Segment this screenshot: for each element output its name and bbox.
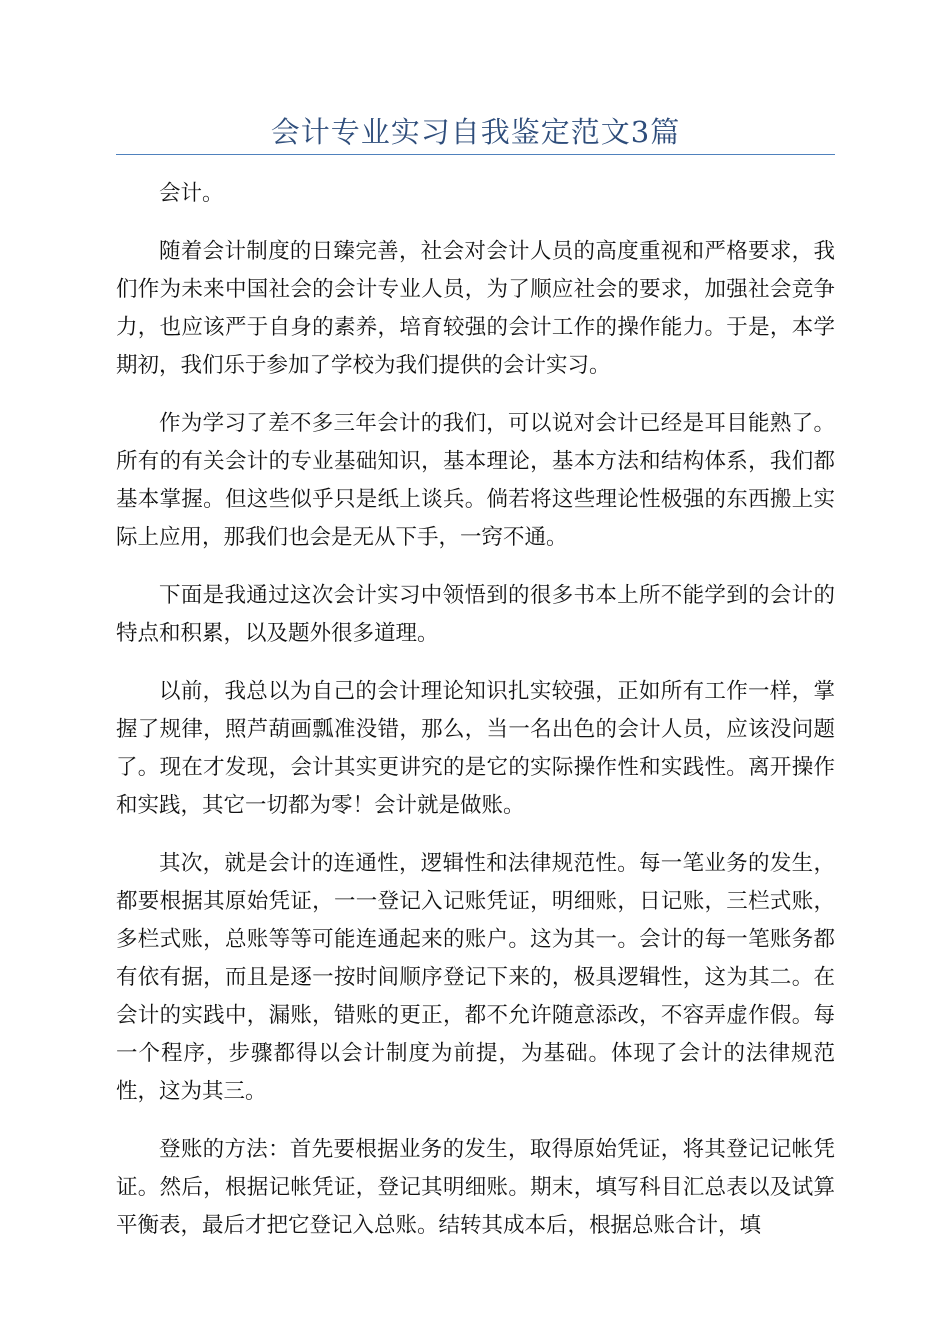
paragraph-2: 随着会计制度的日臻完善，社会对会计人员的高度重视和严格要求，我们作为未来中国社会的会计专业人员，为了顺应社会的要求，加强社会竞争力，也应该严于自身的素养，培育较强的会计工作的操作能力。于是，本学期初，我们乐于参加了学校为我们提供的会计实习。 [116, 239, 835, 378]
paragraph-4: 下面是我通过这次会计实习中领悟到的很多书本上所不能学到的会计的特点和积累，以及题外很多道理。 [116, 583, 835, 646]
paragraph-5: 以前，我总以为自己的会计理论知识扎实较强，正如所有工作一样，掌握了规律，照芦葫画瓢准没错，那么，当一名出色的会计人员，应该没问题了。现在才发现，会计其实更讲究的是它的实际操作性和实践性。离开操作和实践，其它一切都为零！会计就是做账。 [116, 679, 835, 818]
paragraph-1: 会计。 [159, 181, 224, 206]
title-underline [116, 154, 835, 155]
paragraph-6: 其次，就是会计的连通性，逻辑性和法律规范性。每一笔业务的发生，都要根据其原始凭证，一一登记入记账凭证，明细账，日记账，三栏式账，多栏式账，总账等等可能连通起来的账户。这为其一。会计的每一笔账务都有依有据，而且是逐一按时间顺序登记下来的，极具逻辑性，这为其二。在会计的实践中，漏账，错账的更正，都不允许随意添改，不容弄虚作假。每一个程序，步骤都得以会计制度为前提，为基础。体现了会计的法律规范性，这为其三。 [116, 851, 835, 1104]
document-title: 会计专业实习自我鉴定范文3篇 [270, 115, 681, 149]
document-body [116, 175, 835, 1265]
paragraph-3: 作为学习了差不多三年会计的我们，可以说对会计已经是耳目能熟了。所有的有关会计的专业基础知识，基本理论，基本方法和结构体系，我们都基本掌握。但这些似乎只是纸上谈兵。倘若将这些理论性极强的东西搬上实际上应用，那我们也会是无从下手，一窍不通。 [116, 411, 835, 550]
paragraph-7: 登账的方法：首先要根据业务的发生，取得原始凭证，将其登记记帐凭证。然后，根据记帐凭证，登记其明细账。期末，填写科目汇总表以及试算平衡表，最后才把它登记入总账。结转其成本后，根据总账合计，填 [116, 1137, 835, 1238]
